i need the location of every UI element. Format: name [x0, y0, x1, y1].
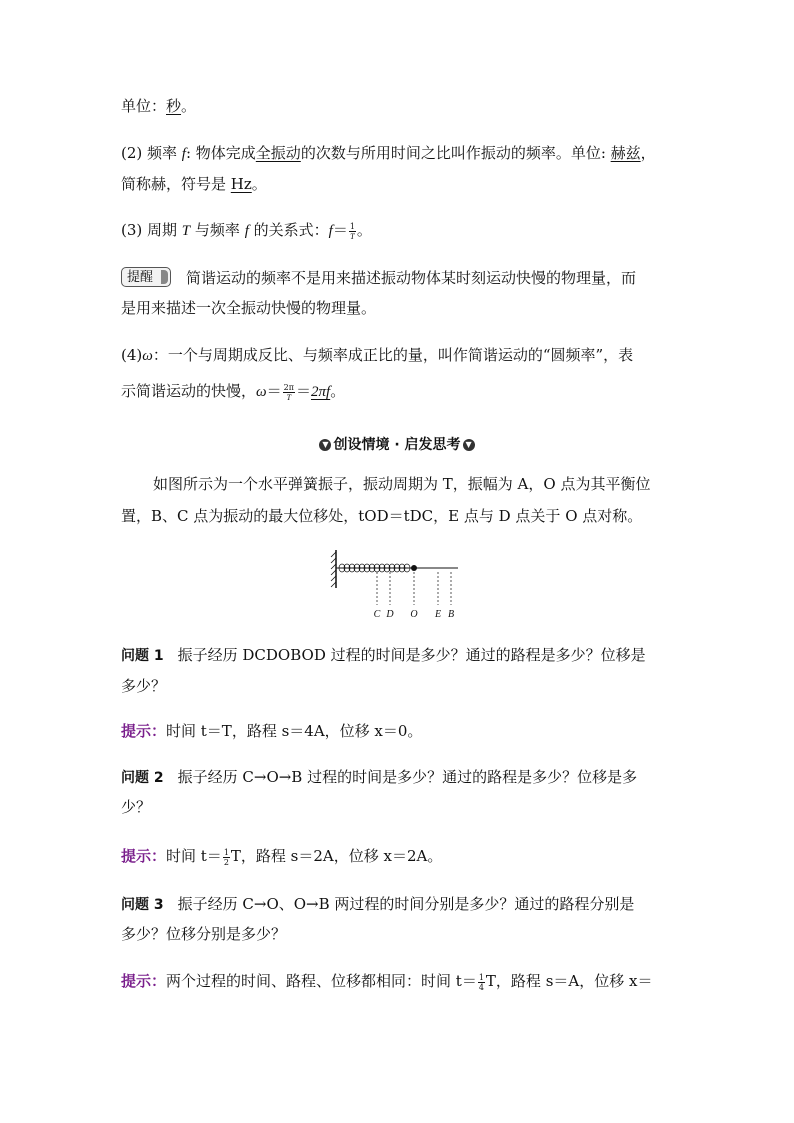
answer-3-prefix: 两个过程的时间、路程、位移都相同：时间 t＝ [166, 972, 477, 990]
item3-prefix: (3) 周期 [121, 221, 182, 239]
section-title-text: 创设情境 · 启发思考 [333, 437, 461, 453]
item3-eq: ＝ [332, 221, 348, 239]
label-B: B [447, 609, 455, 620]
answer-2-suffix: T，路程 s＝2A，位移 x＝2A。 [230, 847, 443, 865]
item3-fraction [349, 222, 356, 241]
item2-unit-symbol: Hz [230, 175, 252, 193]
period-frequency-relation [121, 220, 372, 241]
question-3-text: 振子经历 C→O、O→B 两过程的时间分别是多少？通过的路程分别是 [177, 895, 635, 913]
answer-3-label: 提示： [121, 972, 167, 990]
spring-oscillator-diagram [330, 548, 460, 620]
item4-fraction [283, 383, 295, 402]
item4-line2-prefix: 示简谐运动的快慢， [121, 382, 257, 400]
item3-f: f [244, 223, 249, 239]
frequency-symbol: f [181, 146, 186, 162]
item4-num: 2π [283, 382, 294, 392]
frequency-definition-line1 [121, 143, 656, 164]
answer-1-text: 时间 t＝T，路程 s＝4A，位移 x＝0。 [166, 722, 423, 740]
item4-line1: ：一个与周期成反比、与频率成正比的量，叫作简谐运动的“圆频率”，表 [152, 346, 634, 364]
question-3-label: 问题 3 [121, 897, 164, 913]
item2-text1: : 物体完成 [185, 144, 256, 162]
answer-2 [121, 846, 442, 867]
answer-3 [121, 971, 652, 992]
answer-2-label: 提示： [121, 847, 167, 865]
item2-text3: ， [640, 144, 656, 162]
answer-1-label: 提示： [121, 722, 167, 740]
item3-den: T [350, 231, 355, 241]
item4-eq: ＝ [266, 382, 282, 400]
answer-3-den: 4 [478, 982, 484, 992]
unit-value: 秒 [166, 97, 182, 115]
answer-2-num: 1 [223, 847, 229, 857]
answer-3-fraction [478, 973, 485, 992]
oscillator-mass [411, 565, 417, 571]
question-3-line1 [121, 894, 634, 915]
item2-prefix: (2) 频率 [121, 144, 182, 162]
item2-line2-prefix: 简称赫，符号是 [121, 175, 231, 193]
item2-line2-suffix: 。 [251, 175, 267, 193]
answer-3-num: 1 [478, 972, 484, 982]
question-2-label: 问题 2 [121, 770, 164, 786]
question-1-line2: 多少？ [121, 677, 167, 695]
omega-symbol: ω [142, 348, 153, 364]
answer-1 [121, 721, 422, 741]
item3-lhs: f [328, 223, 333, 239]
unit-line [121, 96, 196, 116]
question-3-line2: 多少？位移分别是多少？ [121, 925, 287, 943]
question-1-text: 振子经历 DCDOBOD 过程的时间是多少？通过的路程是多少？位移是 [177, 646, 646, 664]
item3-suffix: 。 [356, 221, 372, 239]
item2-text2: 的次数与所用时间之比叫作振动的频率。单位: [300, 144, 611, 162]
unit-prefix: 单位： [121, 97, 167, 115]
answer-3-suffix: T，路程 s＝A，位移 x＝ [485, 972, 653, 990]
answer-2-den: 2 [223, 857, 229, 867]
tip-line1: 简谐运动的频率不是用来描述振动物体某时刻运动快慢的物理量，而 [186, 269, 637, 287]
question-1-label: 问题 1 [121, 648, 164, 664]
item4-suffix: 。 [330, 382, 346, 400]
item4-den: T [286, 392, 292, 402]
item2-underline1: 全振动 [255, 144, 301, 162]
section-title [0, 434, 794, 454]
question-2-line2: 少？ [121, 798, 152, 816]
scenario-line1: 如图所示为一个水平弹簧振子，振动周期为 T，振幅为 A，O 点为其平衡位 [153, 475, 651, 493]
item3-num: 1 [349, 221, 355, 231]
angular-frequency-line1 [121, 345, 633, 366]
item3-mid: 与频率 [190, 221, 245, 239]
frequency-definition-line2 [121, 174, 267, 194]
question-2-text: 振子经历 C→O→B 过程的时间是多少？通过的路程是多少？位移是多 [177, 768, 638, 786]
unit-suffix: 。 [181, 97, 197, 115]
item4-prefix: (4) [121, 346, 143, 364]
question-2-line1 [121, 767, 637, 788]
label-C: C [373, 609, 381, 620]
tip-line2: 是用来描述一次全振动快慢的物理量。 [121, 299, 377, 317]
item4-answer: 2πf [311, 384, 331, 400]
tip-badge: 提醒 [121, 267, 171, 287]
scenario-line2: 置，B、C 点为振动的最大位移处，tOD＝tDC，E 点与 D 点关于 O 点对称。 [121, 507, 643, 525]
item4-eq2: ＝ [295, 382, 311, 400]
label-E: E [434, 609, 442, 620]
answer-2-fraction [223, 848, 230, 867]
item3-text: 的关系式： [248, 221, 329, 239]
label-O: O [410, 609, 418, 620]
angular-frequency-line2 [121, 381, 345, 402]
answer-2-prefix: 时间 t＝ [166, 847, 222, 865]
label-D: D [386, 609, 394, 620]
position-markers [377, 572, 451, 605]
chevron-down-icon: ▼ [319, 439, 331, 451]
chevron-down-icon: ▼ [463, 439, 475, 451]
omega-symbol-2: ω [256, 384, 267, 400]
item3-T: T [181, 223, 191, 239]
question-1-line1 [121, 645, 646, 666]
item2-underline2: 赫兹 [610, 144, 641, 162]
